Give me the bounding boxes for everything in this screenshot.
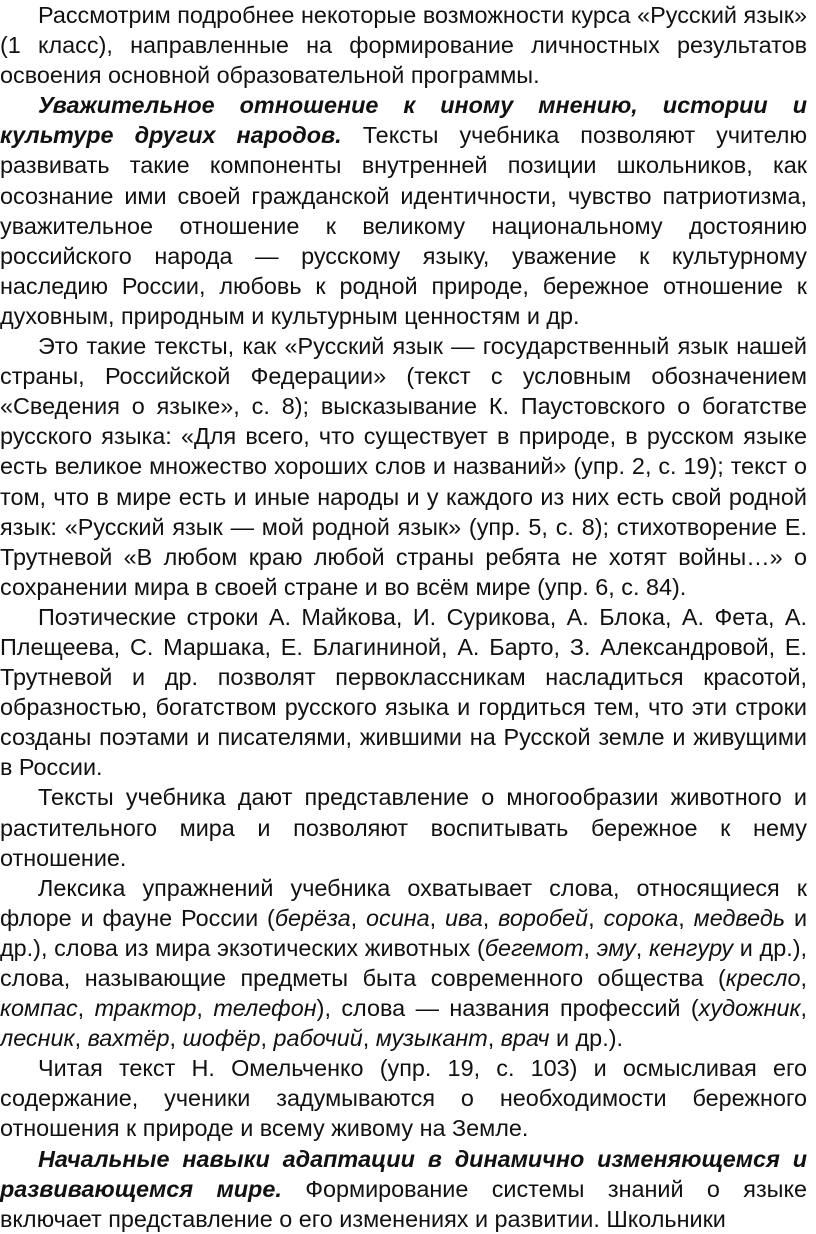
vocab-example: сорока [603, 904, 679, 931]
vocab-sep: , [583, 934, 597, 961]
vocab-example: телефон [213, 995, 317, 1022]
vocab-example: рабочий [273, 1025, 363, 1052]
vocab-text: и др.), слова из мира экзотических животных ( [0, 904, 808, 961]
paragraph-texts-examples: Это такие тексты, как «Русский язык — государственный язык нашей страны, Российской Федерации» (текст с условным обозначением «Сведения о языке», с. 8); высказывание К. Паустовского о богатстве русского языка: «Для всего, что существует в природе, в русском языке есть великое множество хороших слов и названий» (упр. 2, с. 19); текст о том, что в мире есть и иные народы и у каждого из них есть свой родной язык: «Русский язык — мой родной язык» (упр. 5, с. 8); стихотворение Е. Трутневой «В любом краю любой страны ребята не хотят войны…» о сохранении мира в своей стране и во всём мире (упр. 6, с. 84). [0, 333, 807, 600]
vocab-sep: , [362, 1025, 376, 1052]
vocab-example: воробей [498, 904, 589, 931]
vocab-text: ), слова — названия профессий ( [316, 995, 699, 1022]
paragraph-respect-text: Тексты учебника позволяют учителю развивать такие компоненты внутренней позиции школьников, как осознание ими своей гражданской идентичности, чувство патриотизма, уважительное отношение к великому национальному достоянию российского народа — русскому языку, уважение к культурному наследию России, любовь к родной природе, бережное отношение к духовным, природным и культурным ценностям и др. [0, 122, 807, 329]
vocab-sep: , [350, 904, 367, 931]
vocab-example: врач [500, 1025, 550, 1052]
vocab-sep: , [800, 995, 808, 1022]
vocab-sep: , [77, 995, 95, 1022]
paragraph-omelchenko: Читая текст Н. Омельченко (упр. 19, с. 103) и осмысливая его содержание, ученики задумываются о необходимости бережного отношения к природе и всему живому на Земле. [0, 1055, 807, 1142]
vocab-sep: , [429, 904, 446, 931]
vocab-example: художник [698, 995, 801, 1022]
vocab-example: компас [0, 995, 78, 1022]
vocab-text: Лексика упражнений учебника охватывает слова, относящиеся к флоре и фауне России ( [0, 874, 807, 931]
paragraph-vocabulary [0, 873, 807, 1054]
vocab-example: трактор [94, 995, 197, 1022]
paragraph-adaptation-text: Формирование системы знаний о языке включает представление о его изменениях и развитии. Школьники [0, 1175, 807, 1232]
vocab-example: кенгуру [648, 934, 734, 961]
vocab-sep: , [482, 904, 499, 931]
paragraph-nature: Тексты учебника дают представление о многообразии животного и растительного мира и позволяют воспитывать бережное к нему отношение. [0, 784, 807, 871]
vocab-text: и др.). [549, 1025, 623, 1052]
vocab-sep: , [169, 1025, 183, 1052]
vocab-sep: , [260, 1025, 274, 1052]
vocab-example: музыкант [375, 1025, 488, 1052]
vocab-example: бегемот [484, 934, 584, 961]
vocab-sep: , [196, 995, 214, 1022]
vocab-sep: , [678, 904, 694, 931]
paragraph-intro: Рассмотрим подробнее некоторые возможности курса «Русский язык» (1 класс), направленные на формирование личностных результатов освоения основной образовательной программы. [0, 2, 807, 89]
vocab-example: вахтёр [87, 1025, 170, 1052]
vocab-example: медведь [693, 904, 786, 931]
vocab-example: кресло [725, 965, 801, 991]
vocab-sep: , [74, 1025, 88, 1052]
section-heading-adaptation: Начальные навыки адаптации в динамично изменяющемся и развивающемся мире. [0, 1145, 807, 1202]
vocab-example: шофёр [182, 1025, 261, 1052]
vocab-example: осина [366, 904, 430, 931]
paragraph-respect [0, 90, 807, 331]
vocab-sep: , [635, 934, 649, 961]
vocab-text: и др.), слова, называющие предметы быта современного общества ( [0, 934, 808, 991]
vocab-example: эму [596, 934, 636, 961]
vocab-example: берёза [274, 904, 351, 931]
vocab-example: ива [445, 904, 483, 931]
paragraph-poets: Поэтические строки А. Майкова, И. Сурикова, А. Блока, А. Фета, А. Плещеева, С. Маршака, Е. Благининой, А. Барто, З. Александровой, Е. Трутневой и др. позволят первоклассникам насладиться красотой, образностью, богатством русского языка и гордиться тем, что эти строки созданы поэтами и писателями, жившими на Русской земле и живущими в России. [0, 603, 807, 781]
vocab-example: лесник [0, 1025, 75, 1052]
vocab-sep: , [588, 904, 604, 931]
paragraph-adaptation [0, 1144, 807, 1234]
section-heading-respect: Уважительное отношение к иному мнению, истории и культуре других народов. [0, 92, 807, 149]
vocab-sep: , [487, 1025, 501, 1052]
vocab-sep: , [800, 965, 807, 991]
